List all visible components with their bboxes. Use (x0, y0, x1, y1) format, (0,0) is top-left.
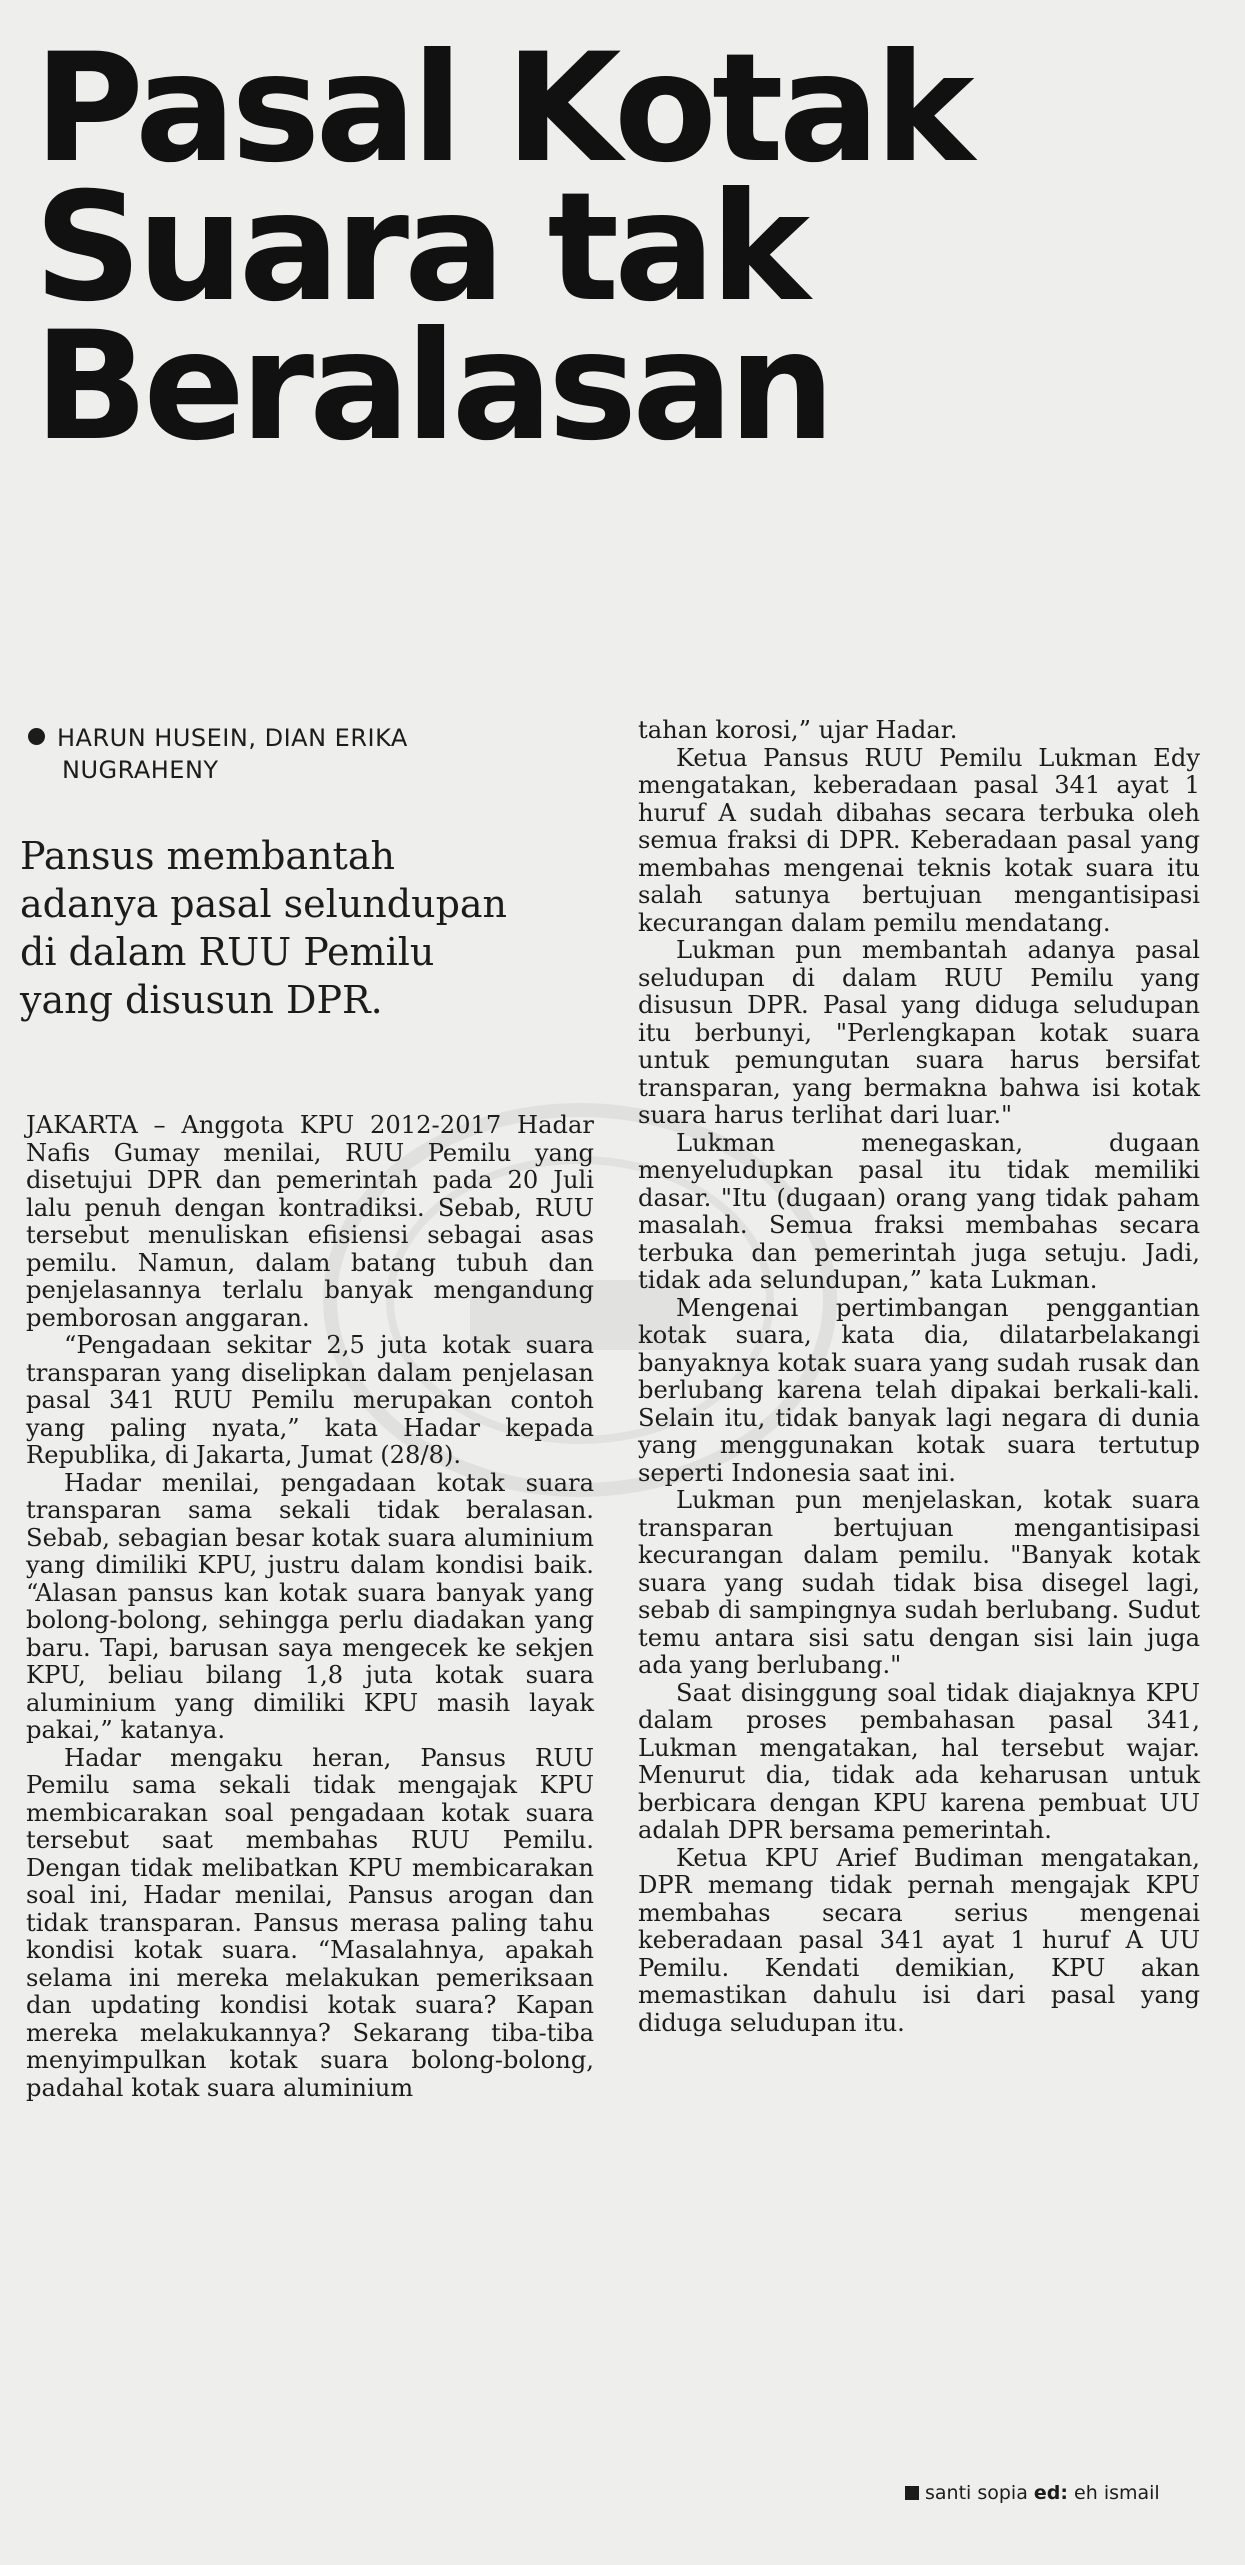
bullet-icon (28, 728, 45, 745)
credit-author: santi sopia (925, 2482, 1028, 2504)
paragraph: JAKARTA – Anggota KPU 2012-2017 Hadar Nafis Gumay menilai, RUU Pemilu yang disetujui DPR dan pemerintah pada 20 Juli lalu penuh dengan kontradiksi. Sebab, RUU tersebut menuliskan efisiensi sebagai asas pemilu. Namun, dalam batang tubuh dan penjelasannya terlalu banyak mengandung pemborosan anggaran. (26, 1111, 594, 1332)
paragraph: tahan korosi,” ujar Hadar. (638, 716, 958, 744)
lede (20, 832, 600, 1024)
headline-line: Beralasan (34, 300, 831, 474)
paragraph: “Pengadaan sekitar 2,5 juta kotak suara transparan yang diselipkan dalam penjelasan pasal 341 RUU Pemilu merupakan contoh yang paling nyata,” kata Hadar kepada Republika, di Jakarta, Jumat (28/8). (26, 1331, 594, 1469)
article-column-left (26, 1112, 594, 2102)
credit-editor: eh ismail (1074, 2482, 1160, 2504)
paragraph: Ketua Pansus RUU Pemilu Lukman Edy mengatakan, keberadaan pasal 341 ayat 1 huruf A sudah dibahas secara terbuka oleh semua fraksi di DPR. Keberadaan pasal yang membahas mengenai teknis kotak suara itu salah satunya bertujuan mengantisipasi kecurangan dalam pemilu mendatang. (638, 743, 1200, 937)
paragraph: Hadar menilai, pengadaan kotak suara transparan sama sekali tidak beralasan. Sebab, sebagian besar kotak suara aluminium yang dimiliki KPU, justru dalam kondisi baik. “Alasan pansus kan kotak suara banyak yang bolong-bolong, sehingga perlu diadakan yang baru. Tapi, barusan saya mengecek ke sekjen KPU, beliau bilang 1,8 juta kotak suara aluminium yang dimiliki KPU masih layak pakai,” katanya. (26, 1468, 594, 1744)
article-column-right (638, 717, 1200, 2037)
lede-line: di dalam RUU Pemilu (20, 930, 435, 974)
paragraph: Lukman menegaskan, dugaan menyeludupkan pasal itu tidak memiliki dasar. "Itu (dugaan) orang yang tidak paham masalah. Semua fraksi membahas secara terbuka dan pemerintah juga setuju. Jadi, tidak ada selundupan,” kata Lukman. (638, 1128, 1200, 1294)
paragraph: Mengenai pertimbangan penggantian kotak suara, kata dia, dilatarbelakangi banyaknya kotak suara yang sudah rusak dan berlubang karena telah dipakai berkali-kali. Selain itu, tidak banyak lagi negara di dunia yang menggunakan kotak suara tertutup seperti Indonesia saat ini. (638, 1293, 1200, 1487)
square-bullet-icon (905, 2486, 919, 2500)
paragraph: Lukman pun menjelaskan, kotak suara transparan bertujuan mengantisipasi kecurangan dalam pemilu. "Banyak kotak suara yang sudah tidak bisa disegel lagi, sebab di sampingnya sudah berlubang. Sudut temu antara sisi satu dengan sisi lain juga ada yang berlubang." (638, 1486, 1200, 1679)
credit-line (905, 2482, 1205, 2504)
paragraph: Hadar mengaku heran, Pansus RUU Pemilu sama sekali tidak mengajak KPU membicarakan soal pengadaan kotak suara tersebut saat membahas RUU Pemilu. Dengan tidak melibatkan KPU membicarakan soal ini, Hadar menilai, Pansus arogan dan tidak transparan. Pansus merasa paling tahu kondisi kotak suara. “Masalahnya, apakah selama ini mereka melakukan pemeriksaan dan updating kondisi kotak suara? Kapan mereka melakukannya? Sekarang tiba-tiba menyimpulkan kotak suara bolong-bolong, padahal kotak suara aluminium (26, 1743, 594, 2102)
lede-line: Pansus membantah (20, 834, 395, 878)
byline-line: NUGRAHENY (62, 756, 219, 784)
lede-line: adanya pasal selundupan (20, 882, 508, 926)
byline-line: HARUN HUSEIN, DIAN ERIKA (57, 724, 408, 752)
headline (34, 22, 1184, 474)
headline-line: Suara tak (34, 161, 806, 335)
credit-editor-label: ed: (1033, 2482, 1068, 2504)
headline-line: Pasal Kotak (34, 22, 970, 196)
paragraph: Lukman pun membantah adanya pasal seludupan di dalam RUU Pemilu yang disusun DPR. Pasal yang diduga seludupan itu berbunyi, "Perlengkapan kotak suara untuk pemungutan suara harus bersifat transparan, yang bermakna bahwa isi kotak suara harus terlihat dari luar." (638, 936, 1200, 1129)
lede-line: yang disusun DPR. (20, 978, 383, 1022)
paragraph: Saat disinggung soal tidak diajaknya KPU dalam proses pembahasan pasal 341, Lukman mengatakan, hal tersebut wajar. Menurut dia, tidak ada keharusan untuk berbicara dengan KPU karena pembuat UU adalah DPR bersama pemerintah. (638, 1678, 1200, 1844)
paragraph: Ketua KPU Arief Budiman mengatakan, DPR memang tidak pernah mengajak KPU membahas secara serius mengenai keberadaan pasal 341 ayat 1 huruf A UU Pemilu. Kendati demikian, KPU akan memastikan dahulu isi dari pasal yang diduga seludupan itu. (638, 1843, 1200, 2037)
byline (28, 722, 608, 786)
